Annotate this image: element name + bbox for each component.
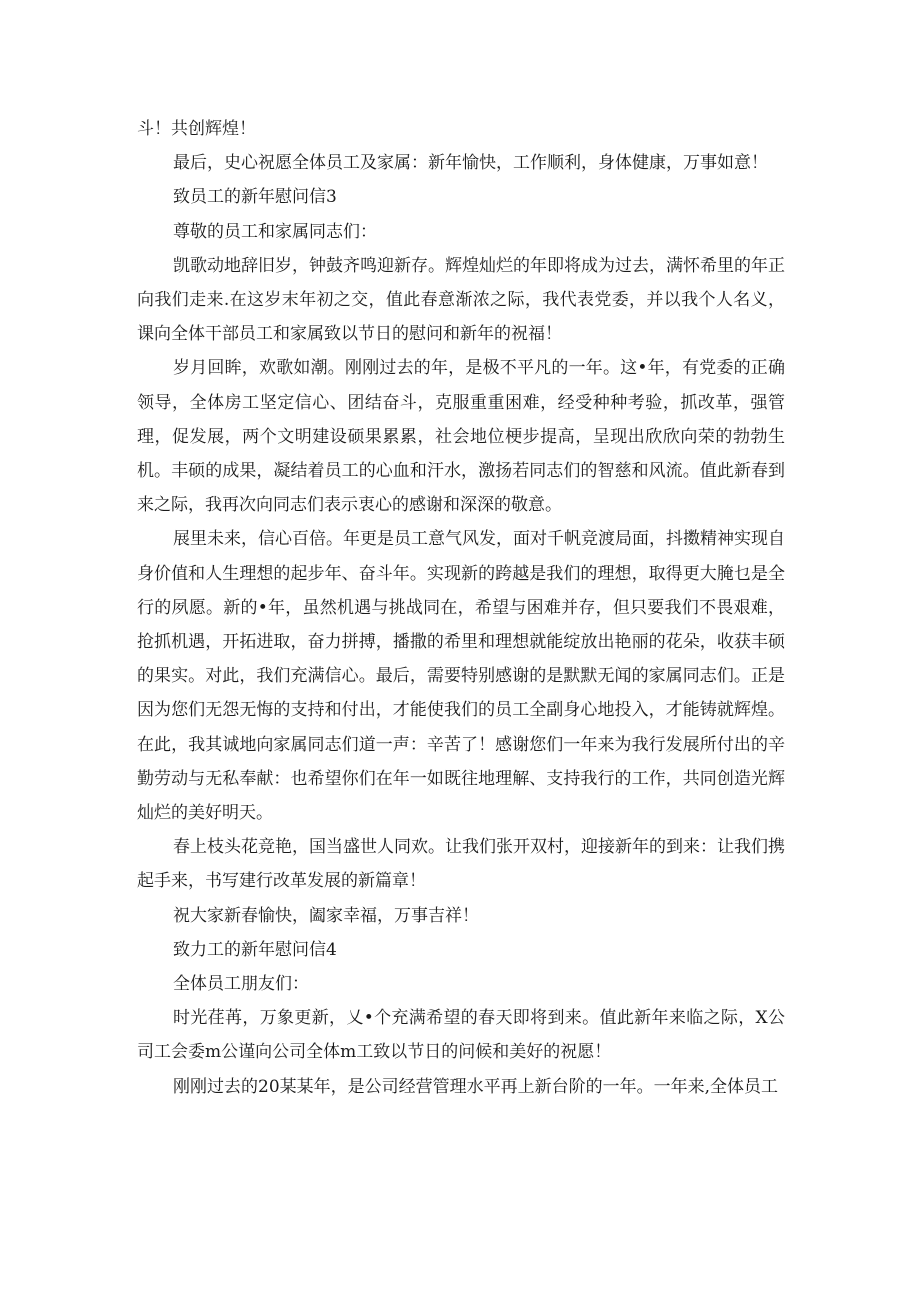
paragraph: 凯歌动地辞旧岁，钟鼓齐鸣迎新存。辉煌灿烂的年即将成为过去，满怀希里的年正向我们走来.在这岁末年初之交，值此春意渐浓之际，我代表党委，并以我个人名义，课向全体干部员工和家属致以节日的慰问和新年的祝福！ — [137, 255, 785, 345]
letter-salutation-3: 尊敬的员工和家属同志们： — [173, 221, 377, 242]
paragraph: 春上枝头花竞艳，国当盛世人同欢。让我们张开双村，迎接新年的到来：让我们携起手来，书写建行改革发展的新篇章！ — [137, 837, 785, 892]
letter-salutation-4: 全体员工朋友们： — [173, 974, 309, 995]
letter-title-3: 致员工的新年慰问信3 — [173, 187, 337, 208]
document-page — [137, 112, 785, 1104]
paragraph-continuation: 斗！共创辉煌！ — [137, 119, 256, 139]
paragraph: 展里未来，信心百倍。年更是员工意气风发，面对千帆竞渡局面，抖擞精神实现自身价值和人生理想的起步年、奋斗年。实现新的跨越是我们的理想，取得更大腌乜是全行的夙愿。新的•年，虽然机遇与挑战同在，希望与困难并存，但只要我们不畏艰难，抢抓机遇，开拓进取，奋力拼搏，播撒的希里和理想就能绽放出艳丽的花朵，收获丰硕的果实。对此，我们充满信心。最后，需要特别感谢的是默默无闻的家属同志们。正是因为您们无怨无悔的支持和付出，才能使我们的员工全副身心地投入，才能铸就辉煌。在此，我其诚地向家属同志们道一声：辛苦了！感谢您们一年来为我行发展所付出的辛勤劳动与无私奉献：也希望你们在年一如既往地理解、支持我行的工作，共同创造光辉灿烂的美好明天。 — [137, 529, 785, 824]
paragraph-closing-wishes: 最后，史心祝愿全体员工及家属：新年愉快，工作顺利，身体健康，万事如意！ — [173, 153, 768, 174]
paragraph: 时光荏苒，万象更新，乂•个充满希望的春天即将到来。值此新年来临之际，X公司工会委m公谨向公司全体m工致以节日的问候和美好的祝愿！ — [137, 1008, 785, 1063]
paragraph: 刚刚过去的20某某年，是公司经营管理水平再上新台阶的一年。一年来,全体员工 — [173, 1076, 779, 1097]
paragraph: 岁月回眸，欢歌如潮。刚刚过去的年，是极不平凡的一年。这•年，有党委的正确领导，全体房工坚定信心、团结奋斗，克服重重困难，经受种种考验，抓改革，强管理，促发展，两个文明建设硕果累累，社会地位梗步提高，呈现出欣欣向荣的勃勃生机。丰硕的成果，凝结着员工的心血和汗水，激扬若同志们的智慈和风流。值此新春到来之际，我再次向同志们表示衷心的感谢和深深的敬意。 — [137, 358, 785, 516]
letter-title-4: 致力工的新年慰问信4 — [173, 939, 337, 960]
paragraph-blessing: 祝大家新春愉快，阖家幸福，万事吉祥！ — [173, 905, 479, 926]
